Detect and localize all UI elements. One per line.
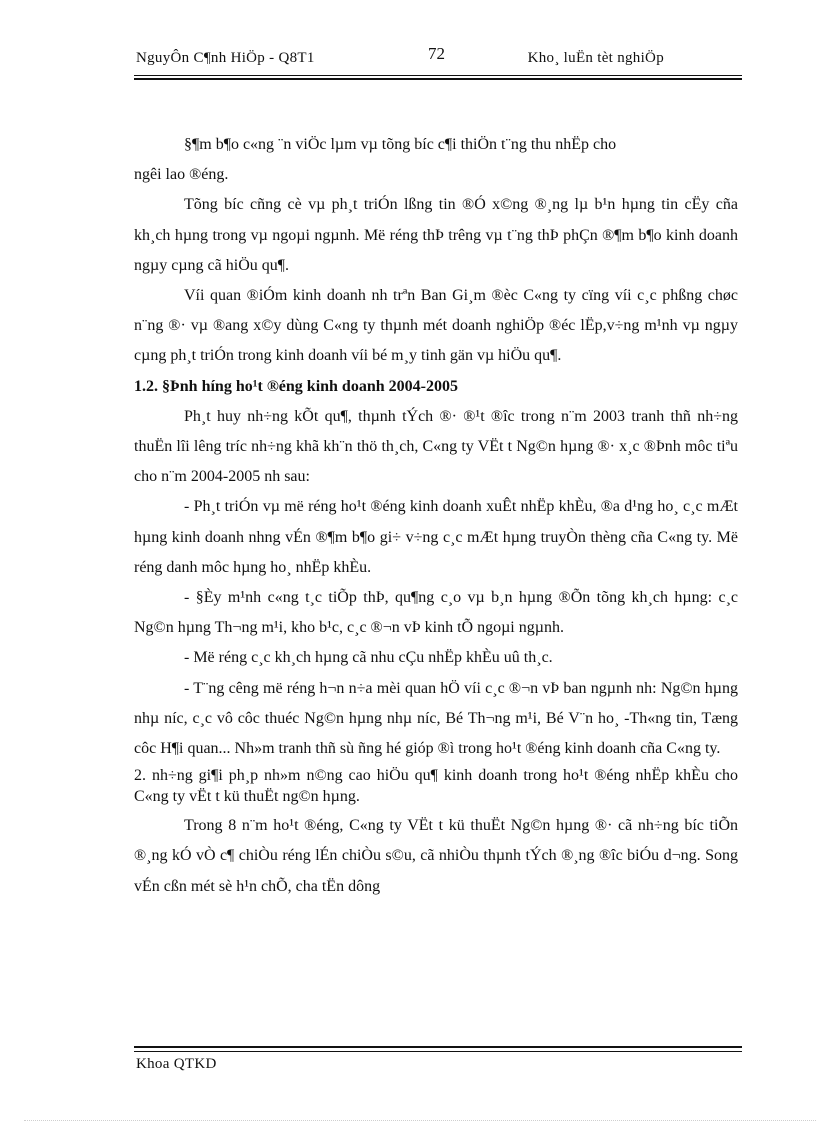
page-footer: Khoa QTKD [136,1056,217,1072]
page-edge-dotted-line [24,1120,816,1121]
bullet-2: - §Èy m¹nh c«ng t¸c tiÕp thÞ, qu¶ng c¸o vµ b¸n hµng ®Õn tõng kh¸ch hµng: c¸c Ng©n hµng Th¬ng m¹i, kho b¹c, c¸c ®¬n vÞ kinh tÕ ngoµi ngµnh. [134,589,738,637]
section-heading-2: 2. nh÷ng gi¶i ph¸p nh»m n©ng cao hiÖu qu¶ kinh doanh trong ho¹t ®éng nhËp khÈu cho C«ng ty vËt t kü thuËt ng©n hµng. [134,767,738,806]
page-header [134,44,742,70]
section-heading-1-2: 1.2. §Þnh híng ho¹t ®éng kinh doanh 2004-2005 [134,377,458,395]
paragraph-3: Víi quan ®iÓm kinh doanh nh trªn Ban Gi¸m ®èc C«ng ty cïng víi c¸c phßng chøc n¨ng ®· vµ ®ang x©y dùng C«ng ty thµnh mét doanh nghiÖp ®éc lËp,v÷ng m¹nh vµ ngµy cµng ph¸t triÓn trong kinh doanh víi bé m¸y tinh gän vµ hiÖu qu¶. [134,287,738,365]
header-rule-thin [134,75,742,76]
paragraph-2: Tõng bíc cñng cè vµ ph¸t triÓn lßng tin ®Ó x©ng ®¸ng lµ b¹n hµng tin cËy cña kh¸ch hµng trong vµ ngoµi ngµnh. Më réng thÞ trêng vµ t¨ng thÞ phÇn ®¶m b¶o kinh doanh ngµy cµng cã hiÖu qu¶. [134,196,738,274]
paragraph-1-line-1: §¶m b¶o c«ng ¨n viÖc lµm vµ tõng bíc c¶i thiÖn t¨ng thu nhËp cho [184,136,617,153]
bullet-1: - Ph¸t triÓn vµ më réng ho¹t ®éng kinh doanh xuÊt nhËp khÈu, ®a d¹ng ho¸ c¸c mÆt hµng kinh doanh nhng vÉn ®¶m b¶o gi÷ v÷ng c¸c mÆt hµng truyÒn thèng cña C«ng ty. Më réng danh môc hµng ho¸ nhËp khÈu. [134,498,738,576]
footer-rule-thick [134,1046,742,1048]
page-number: 72 [428,44,445,63]
header-rule-thick [134,78,742,80]
header-author: NguyÔn C¶nh HiÖp - Q8T1 [136,50,315,66]
bullet-4: - T¨ng cêng më réng h¬n n÷a mèi quan hÖ víi c¸c ®¬n vÞ ban ngµnh nh: Ng©n hµng nhµ níc, c¸c vô côc thuéc Ng©n hµng nhµ níc, Bé Th¬ng m¹i, Bé V¨n ho¸ -Th«ng tin, Tæng côc H¶i quan... Nh»m tranh thñ sù ñng hé gióp ®ì trong ho¹t ®éng kinh doanh cña C«ng ty. [134,679,738,758]
paragraph-4: Ph¸t huy nh÷ng kÕt qu¶, thµnh tÝch ®· ®¹t ®îc trong n¨m 2003 tranh thñ nh÷ng thuËn lîi lêng tríc nh÷ng khã kh¨n thö th¸ch, C«ng ty VËt t Ng©n hµng ®· x¸c ®Þnh môc tiªu cho n¨m 2004-2005 nh sau: [134,407,738,486]
page-body [134,130,738,902]
bullet-3: - Më réng c¸c kh¸ch hµng cã nhu cÇu nhËp khÈu uû th¸c. [184,649,553,667]
paragraph-5: Trong 8 n¨m ho¹t ®éng, C«ng ty VËt t kü thuËt Ng©n hµng ®· cã nh÷ng bíc tiÕn ®¸ng kÓ vÒ c¶ chiÒu réng lÉn chiÒu s©u, cã nhiÒu thµnh tÝch ®¸ng ®îc biÓu d¬ng. Song vÉn cßn mét sè h¹n chÕ, cha tËn dông [134,817,738,895]
paragraph-1-line-2: ngêi lao ®éng. [134,166,229,184]
footer-rule-thin [134,1051,742,1052]
header-title: Kho¸ luËn tèt nghiÖp [527,50,664,66]
